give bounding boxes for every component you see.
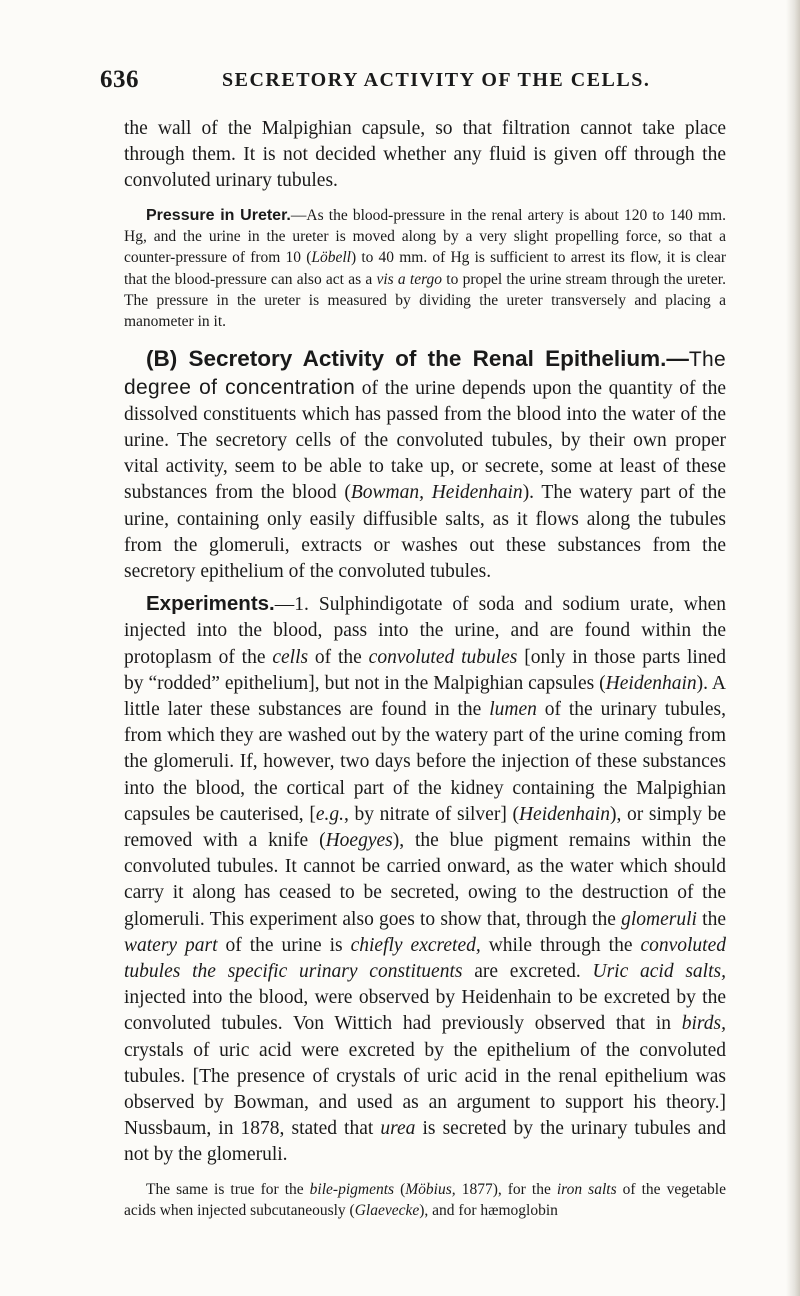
pressure-heading: Pressure in Ureter. bbox=[146, 206, 291, 224]
page-header bbox=[100, 66, 700, 96]
page-edge-shadow bbox=[786, 0, 800, 1296]
intro-paragraph: the wall of the Malpighian capsule, so that filtration cannot take place through them. It is not decided whether any fluid is given off through the convoluted urinary tubules. bbox=[124, 118, 726, 192]
section-subheading: The degree of concentration bbox=[124, 348, 726, 399]
experiments-paragraph: Experiments.—1. Sulphindigotate of soda and sodium urate, when injected into the blood, pass into the urine, and are found within the protoplasm of the cells of the convoluted tubules [only in those parts lined by “rodded” epithelium], but not in the Malpighian capsules (Heidenhain). A little later these substances are found in the lumen of the urinary tubules, from which they are washed out by the watery part of the urine coming from the glomeruli. If, however, two days before the injection of these substances into the blood, the cortical part of the kidney containing the Malpighian capsules be cauterised, [e.g., by nitrate of silver] (Heidenhain), or simply be removed with a knife (Hoegyes), the blue pigment remains within the convoluted tubules. It cannot be carried onward, as the water which should carry it along has ceased to be secreted, owing to the destruction of the glomeruli. This experiment also goes to show that, through the glomeruli the watery part of the urine is chiefly excreted, while through the convoluted tubules the specific urinary constituents are excreted. Uric acid salts, injected into the blood, were observed by Heidenhain to be excreted by the convoluted tubules. Von Wittich had previously observed that in birds, crystals of uric acid were excreted by the epithelium of the convoluted tubules. [The presence of crystals of uric acid in the renal epithelium was observed by Bowman, and used as an argument to support his theory.] Nussbaum, in 1878, stated that urea is secreted by the urinary tubules and not by the glomeruli. bbox=[124, 592, 727, 1166]
section-heading: (B) Secretory Activity of the Renal Epithelium. bbox=[146, 346, 667, 372]
pressure-in-ureter-paragraph: Pressure in Ureter.—As the blood-pressure in the renal artery is about 120 to 140 mm. Hg, and the urine in the ureter is moved along by a very slight propelling force, so that a counter-pressure of from 10 (Löbell) to 40 mm. of Hg is sufficient to arrest its flow, it is clear that the blood-pressure can also act as a vis a tergo to propel the urine stream through the ureter. The pressure in the ureter is measured by dividing the ureter transversely and placing a manometer in it. bbox=[124, 206, 726, 331]
author-citation: Möbius, bbox=[405, 1180, 456, 1198]
author-citation: Glaevecke bbox=[354, 1201, 420, 1219]
renal-epithelium-paragraph: (B) Secretory Activity of the Renal Epithelium.—The degree of concentration of the urine depends upon the quantity of the dissolved constituents which has passed from the blood into the water of the urine. The secretory cells of the convoluted tubules, by their own proper vital activity, seem to be able to take up, or secrete, some at least of these substances from the blood (Bowman, Heidenhain). The watery part of the urine, containing only easily diffusible salts, as it flows along the tubules from the glomeruli, extracts or washes out these substances from the secretory epithelium of the convoluted tubules. bbox=[124, 346, 726, 583]
author-citation: Bowman, Heidenhain bbox=[350, 482, 523, 504]
page-body bbox=[124, 116, 726, 1221]
page-number: 636 bbox=[100, 66, 139, 93]
running-head: SECRETORY ACTIVITY OF THE CELLS. bbox=[222, 69, 651, 91]
author-citation: Löbell bbox=[311, 249, 351, 267]
experiments-heading: Experiments. bbox=[146, 592, 275, 616]
final-note-paragraph: The same is true for the bile-pigments (Möbius, 1877), for the iron salts of the vegetable acids when injected subcutaneously (Glaevecke), and for hæmoglobin bbox=[124, 1180, 726, 1219]
